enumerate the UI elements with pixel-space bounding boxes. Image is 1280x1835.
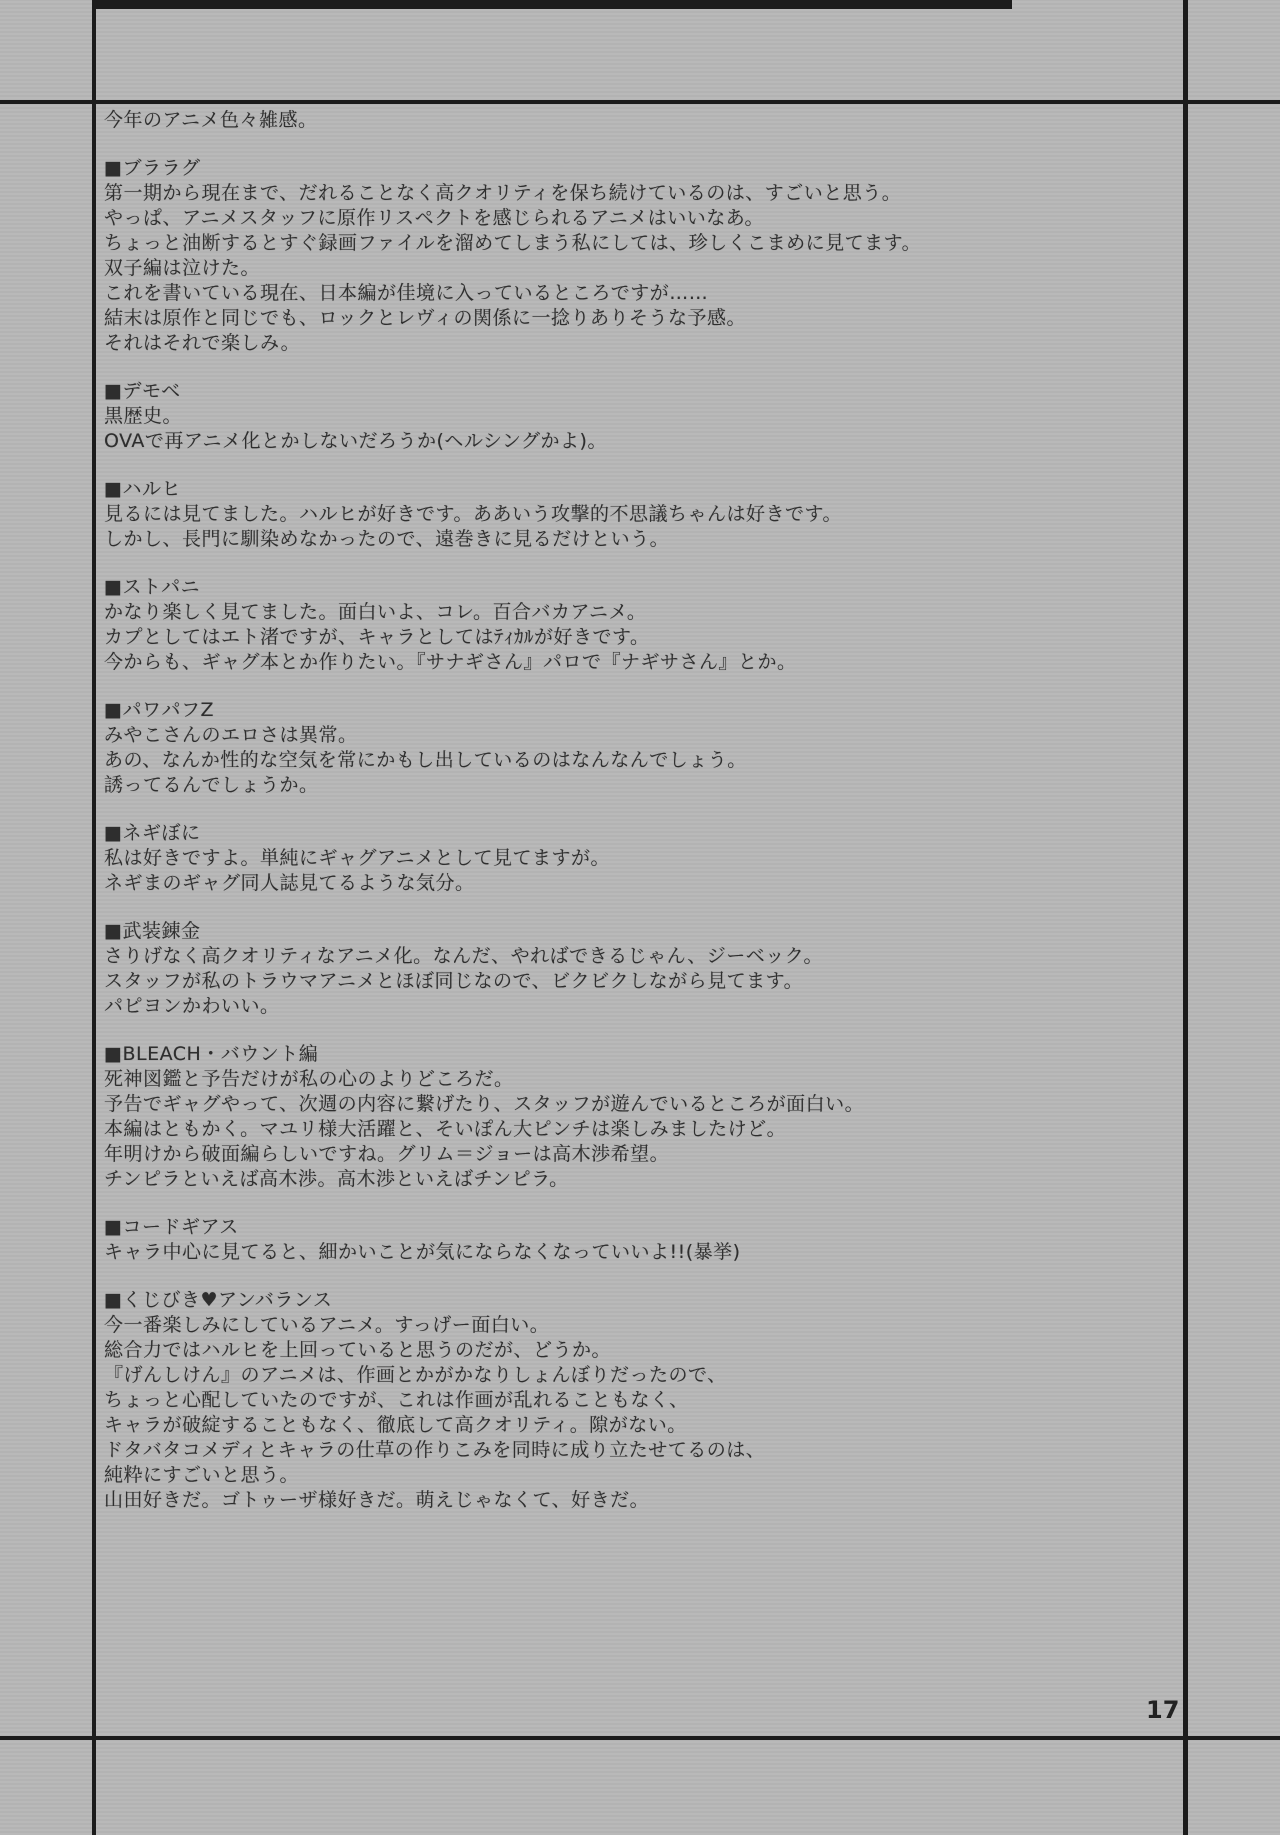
left-vertical-rule xyxy=(92,0,96,1835)
text-line: 双子編は泣けた。 xyxy=(104,257,261,279)
section-title: ■ハルヒ xyxy=(104,478,181,500)
text-line: ちょっと油断するとすぐ録画ファイルを溜めてしまう私にしては、珍しくこまめに見てます。 xyxy=(104,232,922,254)
text-line: キャラが破綻することもなく、徹底して高クオリティ。隙がない。 xyxy=(104,1414,687,1436)
text-line: ドタバタコメディとキャラの仕草の作りこみを同時に成り立たせてるのは、 xyxy=(104,1439,766,1461)
text-line: あの、なんか性的な空気を常にかもし出しているのはなんなんでしょう。 xyxy=(104,749,747,771)
text-line: 第一期から現在まで、だれることなく高クオリティを保ち続けているのは、すごいと思う。 xyxy=(104,182,902,204)
text-line: カプとしてはエト渚ですが、キャラとしてはﾃｨｶﾙが好きです。 xyxy=(104,626,650,648)
text-line: 総合力ではハルヒを上回っていると思うのだが、どうか。 xyxy=(104,1339,612,1361)
text-line: 予告でギャグやって、次週の内容に繋げたり、スタッフが遊んでいるところが面白い。 xyxy=(104,1093,865,1115)
section-title: ■コードギアス xyxy=(104,1216,239,1238)
section-title: ■デモベ xyxy=(104,380,181,402)
page-number: 17 xyxy=(1146,1696,1180,1724)
text-line: 純粋にすごいと思う。 xyxy=(104,1464,300,1486)
text-line: やっぱ、アニメスタッフに原作リスペクトを感じられるアニメはいいなあ。 xyxy=(104,207,764,229)
text-line: 私は好きですよ。単純にギャグアニメとして見てますが。 xyxy=(104,847,611,869)
anime-section xyxy=(104,821,1044,896)
text-line: 山田好きだ。ゴトゥーザ様好きだ。萌えじゃなくて、好きだ。 xyxy=(104,1489,650,1511)
anime-section xyxy=(104,919,1044,1019)
anime-section xyxy=(104,698,1044,798)
text-line: OVAで再アニメ化とかしないだろうか(ヘルシングかよ)。 xyxy=(104,430,607,452)
text-line: かなり楽しく見てました。面白いよ、コレ。百合バカアニメ。 xyxy=(104,601,647,623)
text-line: 見るには見てました。ハルヒが好きです。ああいう攻撃的不思議ちゃんは好きです。 xyxy=(104,503,842,525)
text-line: 年明けから破面編らしいですね。グリム＝ジョーは高木渉希望。 xyxy=(104,1143,670,1165)
text-line: 今一番楽しみにしているアニメ。すっげー面白い。 xyxy=(104,1314,550,1336)
anime-section xyxy=(104,379,1044,454)
text-line: 本編はともかく。マユリ様大活躍と、そいぽん大ピンチは楽しみましたけど。 xyxy=(104,1118,787,1140)
text-line: 黒歴史。 xyxy=(104,405,183,427)
text-line: しかし、長門に馴染めなかったので、遠巻きに見るだけという。 xyxy=(104,528,670,550)
text-line: パピヨンかわいい。 xyxy=(104,995,280,1017)
text-line: 結末は原作と同じでも、ロックとレヴィの関係に一捻りありそうな予感。 xyxy=(104,307,746,329)
section-title: ■武装錬金 xyxy=(104,920,201,942)
text-line: 死神図鑑と予告だけが私の心のよりどころだ。 xyxy=(104,1068,514,1090)
section-title: ■BLEACH・バウント編 xyxy=(104,1043,319,1065)
bottom-horizontal-rule xyxy=(0,1736,1280,1740)
sections xyxy=(104,156,1044,1513)
text-line: 誘ってるんでしょうか。 xyxy=(104,774,319,796)
anime-section xyxy=(104,1215,1044,1265)
section-title: ■ネギぼに xyxy=(104,822,201,844)
section-title: ■ブララグ xyxy=(104,157,201,179)
anime-section xyxy=(104,156,1044,356)
section-title: ■ストパニ xyxy=(104,576,201,598)
text-line: さりげなく高クオリティなアニメ化。なんだ、やればできるじゃん、ジーベック。 xyxy=(104,945,824,967)
anime-section xyxy=(104,477,1044,552)
anime-section xyxy=(104,1288,1044,1513)
text-line: ちょっと心配していたのですが、これは作画が乱れることもなく、 xyxy=(104,1389,689,1411)
text-line: キャラ中心に見てると、細かいことが気にならなくなっていいよ!!(暴挙) xyxy=(104,1241,741,1263)
top-border-bar xyxy=(94,0,1012,9)
anime-section xyxy=(104,1042,1044,1192)
text-line: みやこさんのエロさは異常。 xyxy=(104,724,358,746)
section-title: ■くじびき♥アンバランス xyxy=(104,1289,333,1311)
text-line: スタッフが私のトラウマアニメとほぼ同じなので、ビクビクしながら見てます。 xyxy=(104,970,804,992)
top-horizontal-rule xyxy=(0,100,1280,104)
text-line: 『げんしけん』のアニメは、作画とかがかなりしょんぼりだったので、 xyxy=(104,1364,727,1386)
right-vertical-rule xyxy=(1183,0,1188,1835)
text-line: それはそれで楽しみ。 xyxy=(104,332,301,354)
text-line: 今からも、ギャグ本とか作りたい。『サナギさん』パロで『ナギサさん』とか。 xyxy=(104,651,797,673)
text-column xyxy=(104,108,1044,1513)
section-title: ■パワパフZ xyxy=(104,699,214,721)
text-line: ネギまのギャグ同人誌見てるような気分。 xyxy=(104,872,475,894)
anime-section xyxy=(104,575,1044,675)
text-line: これを書いている現在、日本編が佳境に入っているところですが…… xyxy=(104,282,709,304)
intro-line: 今年のアニメ色々雑感。 xyxy=(104,109,318,131)
text-line: チンピラといえば高木渉。高木渉といえばチンピラ。 xyxy=(104,1168,569,1190)
